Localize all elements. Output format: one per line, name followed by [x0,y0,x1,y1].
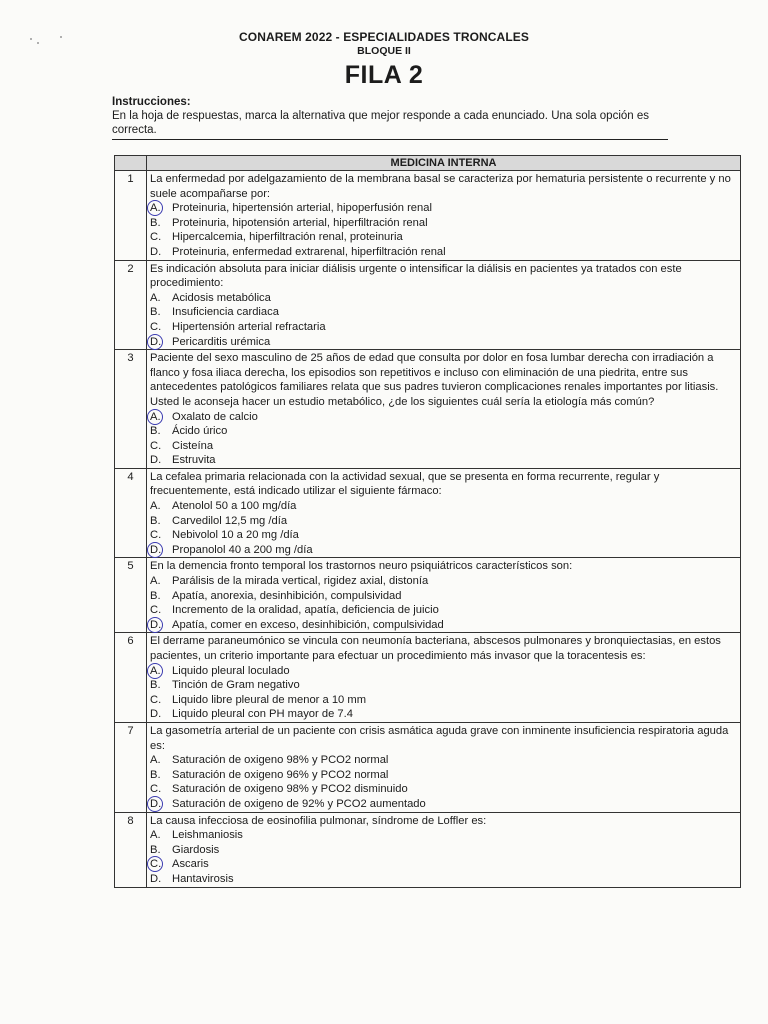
option-letter [150,410,172,425]
option-letter [150,230,172,245]
question-number: 1 [115,171,147,261]
option-text: Hipertensión arterial refractaria [172,320,326,333]
question-stem: El derrame paraneumónico se vincula con neumonía bacteriana, abscesos pulmonares y bronquiectasias, en estos pacientes, un criterio importante para efectuar un procedimiento más invasor que la toracentesis es: [150,635,721,662]
option-letter-text: D. [150,454,162,467]
option-letter [150,216,172,231]
option-letter [150,707,172,722]
option-letter-text: C. [150,320,162,333]
option-letter [150,439,172,454]
option-letter-text: B. [150,589,161,602]
option-letter [150,499,172,514]
answer-option[interactable] [150,693,736,708]
option-letter-text: C. [150,858,162,871]
selected-answer-circle [147,796,163,812]
option-text: Saturación de oxigeno 96% y PCO2 normal [172,768,389,781]
option-letter [150,797,172,812]
question-stem: La causa infecciosa de eosinofilia pulmonar, síndrome de Loffler es: [150,814,487,827]
option-letter-text: A. [150,291,161,304]
option-letter-text: C. [150,439,162,452]
option-text: Apatía, comer en exceso, desinhibición, compulsividad [172,618,444,631]
option-letter-text: A. [150,500,161,513]
option-letter-text: D. [150,245,162,258]
option-text: Hipercalcemia, hiperfiltración renal, proteinuria [172,231,403,244]
instructions [112,95,672,137]
selected-answer-circle [147,409,163,425]
option-letter [150,768,172,783]
answer-option[interactable] [150,618,736,633]
answer-option[interactable] [150,589,736,604]
option-text: Tinción de Gram negativo [172,679,300,692]
option-letter [150,857,172,872]
option-letter [150,335,172,350]
option-letter-text: B. [150,843,161,856]
option-text: Acidosis metabólica [172,291,271,304]
option-letter-text: B. [150,216,161,229]
option-text: Incremento de la oralidad, apatía, deficiencia de juicio [172,604,439,617]
answer-option[interactable] [150,335,736,350]
option-text: Proteinuria, hipotensión arterial, hiperfiltración renal [172,216,428,229]
option-letter [150,320,172,335]
question-stem-continued: Usted le aconseja hacer un estudio metabólico, ¿de los siguientes cuál sería la etiología más común? [150,395,655,408]
option-text: Ácido úrico [172,425,228,438]
question-body [147,558,741,633]
question-stem: La gasometría arterial de un paciente con crisis asmática aguda grave con inminente insuficiencia respiratoria aguda es: [150,724,729,752]
option-text: Estruvita [172,454,216,467]
option-text: Liquido pleural con PH mayor de 7.4 [172,708,353,721]
question-number: 5 [115,558,147,633]
question-body [147,633,741,723]
selected-answer-circle [147,334,163,350]
option-letter [150,843,172,858]
answer-option[interactable] [150,872,736,887]
option-letter [150,603,172,618]
question-number: 8 [115,812,147,887]
answer-option[interactable] [150,499,736,514]
option-letter [150,514,172,529]
option-letter-text: D. [150,335,162,348]
question-stem: La enfermedad por adelgazamiento de la membrana basal se caracteriza por hematuria persistente o recurrente y no suele acompañarse por: [150,173,731,200]
question-body [147,350,741,469]
question-row [115,722,741,812]
question-body [147,468,741,558]
option-letter [150,828,172,843]
instructions-text: En la hoja de respuestas, marca la alternativa que mejor responde a cada enunciado. Una sola opción es correcta. [112,110,650,136]
answer-option[interactable] [150,574,736,589]
option-letter [150,782,172,797]
option-text: Oxalato de calcio [172,410,258,423]
option-letter [150,201,172,216]
answer-option[interactable] [150,753,736,768]
option-letter-text: A. [150,410,161,423]
option-letter-text: D. [150,708,162,721]
answer-option[interactable] [150,245,736,260]
question-body [147,722,741,812]
option-letter-text: D. [150,872,162,885]
answer-option[interactable] [150,291,736,306]
question-number: 6 [115,633,147,723]
option-text: Proteinuria, hipertensión arterial, hipoperfusión renal [172,202,432,215]
answer-option[interactable] [150,528,736,543]
option-text: Insuficiencia cardiaca [172,306,279,319]
answer-option[interactable] [150,439,736,454]
option-letter-text: B. [150,306,161,319]
option-letter [150,753,172,768]
option-text: Pericarditis urémica [172,335,271,348]
option-text: Liquido libre pleural de menor a 10 mm [172,693,367,706]
question-row [115,350,741,469]
answer-option[interactable] [150,453,736,468]
option-letter-text: C. [150,529,162,542]
question-stem: Paciente del sexo masculino de 25 años de edad que consulta por dolor en fosa lumbar derecha con irradiación a flanco y fosa iliaca derecha, los episodios son repetitivos e incluso con eliminación de una piedrita, entre sus antecedentes patológicos familiares relata que sus padres tuvieron complicaciones renales importantes por litiasis. [150,352,719,394]
answer-option[interactable] [150,678,736,693]
option-letter-text: D. [150,797,162,810]
option-text: Hantavirosis [172,872,234,885]
option-text: Carvedilol 12,5 mg /día [172,514,288,527]
option-letter [150,305,172,320]
question-stem: La cefalea primaria relacionada con la actividad sexual, que se presenta en forma recurrente, regular y frecuentemente, está indicado utilizar el siguiente fármaco: [150,470,660,498]
option-letter-text: C. [150,783,162,796]
question-number: 4 [115,468,147,558]
question-number: 3 [115,350,147,469]
exam-block: BLOQUE II [357,45,411,57]
option-letter [150,528,172,543]
selected-answer-circle [147,617,163,633]
option-text: Proteinuria, enfermedad extrarenal, hiperfiltración renal [172,245,446,258]
option-letter-text: C. [150,693,162,706]
option-letter [150,453,172,468]
option-letter-text: B. [150,514,161,527]
answer-option[interactable] [150,216,736,231]
answer-option[interactable] [150,664,736,679]
selected-answer-circle [147,542,163,558]
option-letter-text: D. [150,618,162,631]
answer-option[interactable] [150,514,736,529]
question-stem: Es indicación absoluta para iniciar diálisis urgente o intensificar la diálisis en pacientes ya tratados con este procedimiento: [150,262,682,290]
option-letter-text: B. [150,679,161,692]
answer-option[interactable] [150,424,736,439]
answer-option[interactable] [150,320,736,335]
question-row [115,633,741,723]
divider [112,139,668,140]
answer-option[interactable] [150,543,736,558]
option-letter-text: B. [150,425,161,438]
option-letter [150,543,172,558]
option-letter-text: B. [150,768,161,781]
section-header-row [115,156,741,171]
option-text: Saturación de oxigeno 98% y PCO2 disminuido [172,783,408,796]
option-text: Apatía, anorexia, desinhibición, compulsividad [172,589,402,602]
option-text: Ascaris [172,858,209,871]
option-text: Cisteína [172,439,214,452]
option-text: Parálisis de la mirada vertical, rigidez axial, distonía [172,575,429,588]
section-title: MEDICINA INTERNA [147,156,741,171]
question-body [147,171,741,261]
option-text: Atenolol 50 a 100 mg/día [172,500,297,513]
option-letter-text: D. [150,543,162,556]
answer-option[interactable] [150,707,736,722]
option-letter [150,589,172,604]
question-body [147,812,741,887]
option-letter [150,872,172,887]
option-letter-text: C. [150,604,162,617]
option-text: Propanolol 40 a 200 mg /día [172,543,313,556]
question-row [115,558,741,633]
answer-option[interactable] [150,843,736,858]
question-row [115,812,741,887]
option-letter-text: C. [150,231,162,244]
instructions-title: Instrucciones: [112,96,191,108]
answer-option[interactable] [150,782,736,797]
option-letter [150,291,172,306]
option-text: Liquido pleural loculado [172,664,290,677]
question-number: 7 [115,722,147,812]
answer-option[interactable] [150,410,736,425]
option-letter-text: A. [150,664,161,677]
option-text: Giardosis [172,843,220,856]
option-letter [150,664,172,679]
answer-option[interactable] [150,797,736,812]
answer-option[interactable] [150,768,736,783]
answer-option[interactable] [150,857,736,872]
question-row [115,260,741,350]
answer-option[interactable] [150,201,736,216]
option-letter [150,424,172,439]
question-body [147,260,741,350]
exam-title: CONAREM 2022 - ESPECIALIDADES TRONCALES [239,30,529,44]
exam-row-label: FILA 2 [344,61,424,89]
question-stem: En la demencia fronto temporal los trastornos neuro psiquiátricos característicos son: [150,560,573,573]
option-text: Nebivolol 10 a 20 mg /día [172,529,299,542]
option-letter [150,245,172,260]
option-letter [150,618,172,633]
option-letter-text: A. [150,202,161,215]
question-row [115,468,741,558]
option-letter [150,693,172,708]
option-text: Leishmaniosis [172,829,243,842]
answer-option[interactable] [150,305,736,320]
question-row [115,171,741,261]
option-letter [150,574,172,589]
option-letter [150,678,172,693]
option-text: Saturación de oxigeno 98% y PCO2 normal [172,754,389,767]
option-letter-text: A. [150,754,161,767]
questions-table [114,155,741,888]
answer-option[interactable] [150,230,736,245]
selected-answer-circle [147,663,163,679]
answer-option[interactable] [150,828,736,843]
question-number: 2 [115,260,147,350]
option-text: Saturación de oxigeno de 92% y PCO2 aumentado [172,797,426,810]
selected-answer-circle [147,200,163,216]
answer-option[interactable] [150,603,736,618]
option-letter-text: A. [150,575,161,588]
option-letter-text: A. [150,829,161,842]
